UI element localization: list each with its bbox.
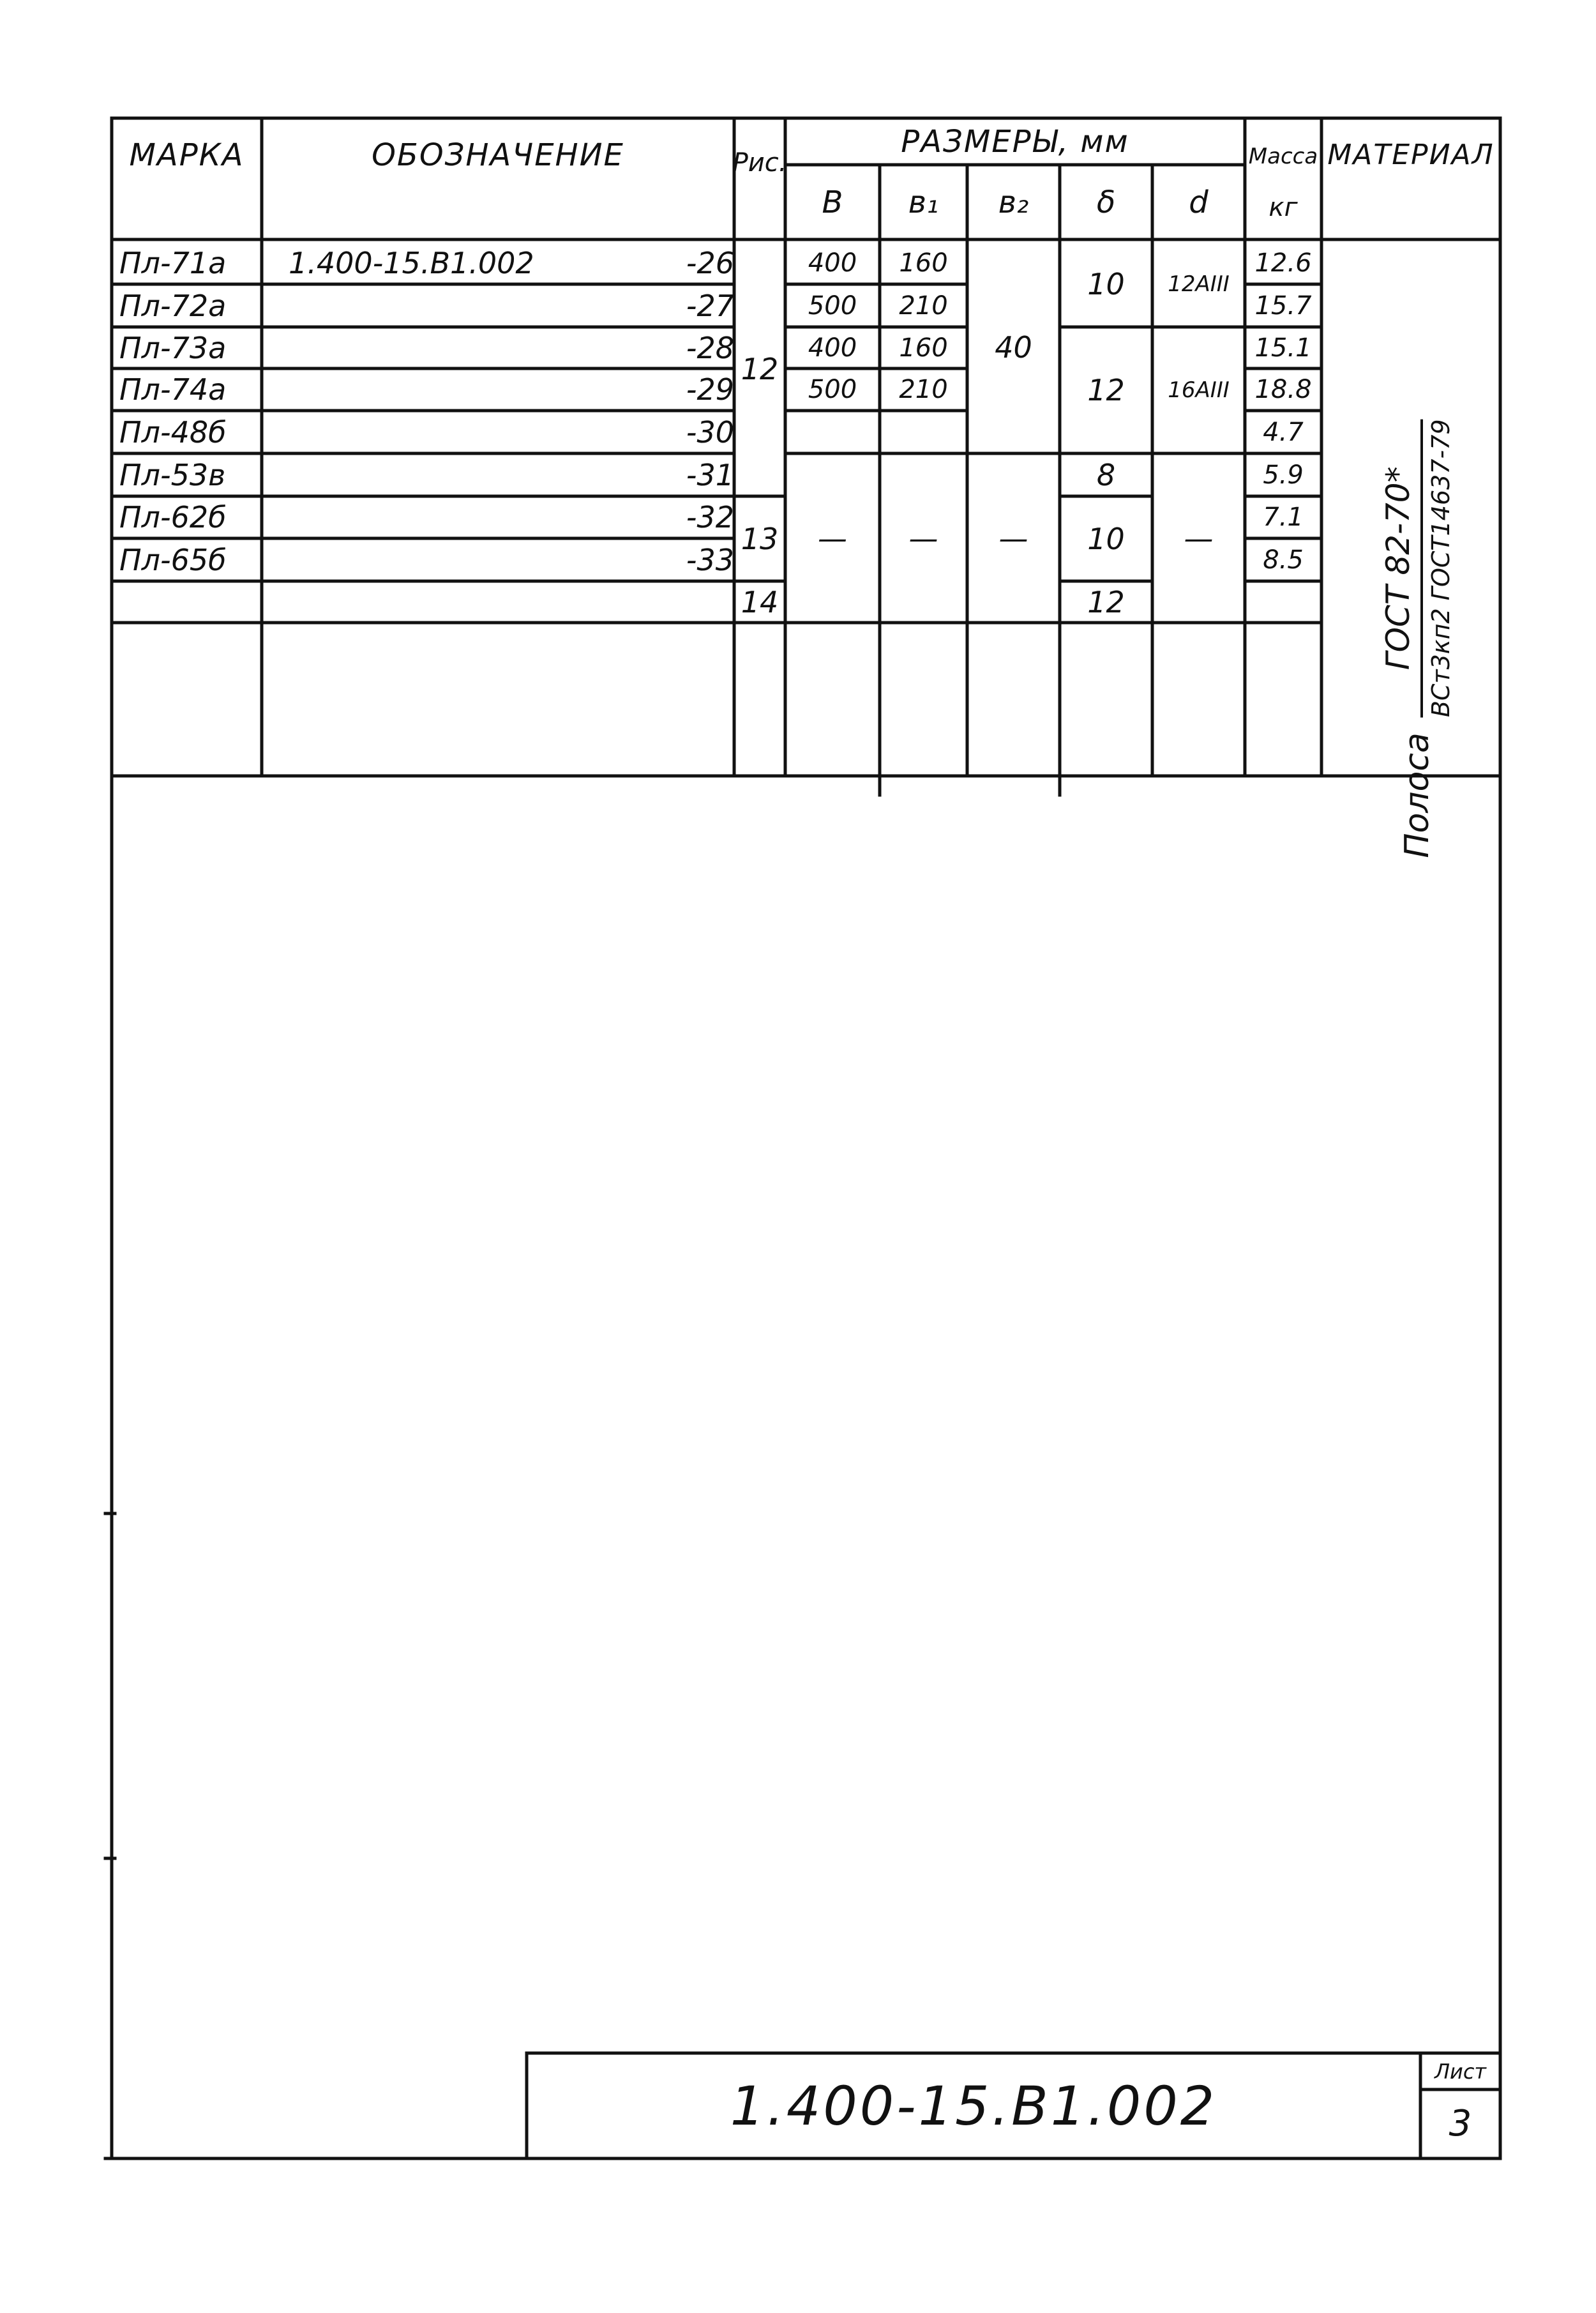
material-word: Полоса bbox=[1398, 732, 1436, 858]
row-3-suffix: -28 bbox=[686, 330, 734, 365]
row-2-suffix: -27 bbox=[686, 288, 734, 323]
row-6-suffix: -31 bbox=[686, 457, 734, 492]
row-1-marka: Пл-71а bbox=[119, 245, 227, 280]
header-massa: Масса bbox=[1248, 144, 1318, 169]
dash-b2: — bbox=[998, 520, 1028, 556]
row-5-marka: Пл-48б bbox=[119, 414, 227, 450]
ris-13-label: 13 bbox=[741, 521, 779, 556]
row-2-mass: 15.7 bbox=[1254, 291, 1312, 321]
header-col-d: d bbox=[1189, 184, 1208, 220]
row-1-suffix: -26 bbox=[686, 245, 734, 280]
sheet-label: Лист bbox=[1434, 2059, 1487, 2084]
dash-d: — bbox=[1184, 520, 1214, 556]
row-3-mass: 15.1 bbox=[1254, 333, 1312, 363]
header-col-delta: δ bbox=[1096, 184, 1116, 220]
row-4-b: 500 bbox=[808, 375, 857, 404]
row-2-marka: Пл-72а bbox=[119, 288, 227, 323]
delta-8: 8 bbox=[1096, 457, 1116, 492]
row-1-mass: 12.6 bbox=[1254, 248, 1312, 278]
delta-10-b: 10 bbox=[1087, 521, 1125, 556]
row-2-b1: 210 bbox=[899, 291, 948, 321]
d-16aiii: 16АIII bbox=[1168, 377, 1230, 403]
row-4-b1: 210 bbox=[899, 375, 948, 404]
d-12aiii: 12АIII bbox=[1168, 271, 1230, 297]
row-5-suffix: -30 bbox=[686, 414, 734, 450]
header-oboznachenie: ОБОЗНАЧЕНИЕ bbox=[372, 137, 624, 173]
sheet-number: 3 bbox=[1449, 2103, 1472, 2144]
row-8-marka: Пл-65б bbox=[119, 542, 227, 577]
header-ris: Рис. bbox=[732, 148, 787, 178]
row-7-suffix: -32 bbox=[686, 500, 734, 535]
row-4-marka: Пл-74а bbox=[119, 372, 227, 407]
header-material: МАТЕРИАЛ bbox=[1327, 138, 1494, 171]
delta-12-a: 12 bbox=[1087, 373, 1125, 407]
material-fraction bbox=[1380, 419, 1455, 717]
header-razmery: РАЗМЕРЫ, мм bbox=[901, 123, 1129, 160]
stamp-code: 1.400-15.В1.002 bbox=[730, 2074, 1217, 2137]
row-4-mass: 18.8 bbox=[1254, 375, 1312, 404]
row-1-code: 1.400-15.В1.002 bbox=[289, 245, 534, 280]
dash-b1: — bbox=[908, 520, 938, 556]
row-3-b1: 160 bbox=[899, 333, 948, 363]
row-2-b: 500 bbox=[808, 291, 857, 321]
row-6-mass: 5.9 bbox=[1263, 460, 1304, 490]
row-7-marka: Пл-62б bbox=[119, 500, 227, 535]
material-gost-top: ГОСТ 82-70* bbox=[1380, 466, 1417, 671]
row-3-marka: Пл-73а bbox=[119, 330, 227, 365]
ris-12: 12 bbox=[741, 351, 779, 386]
row-1-b1: 160 bbox=[899, 248, 948, 278]
row-6-marka: Пл-53в bbox=[119, 457, 226, 492]
row-7-mass: 7.1 bbox=[1263, 503, 1304, 532]
header-col-b: В bbox=[822, 184, 843, 220]
row-5-mass: 4.7 bbox=[1263, 417, 1304, 447]
header-massa-unit: кг bbox=[1269, 193, 1298, 222]
header-col-b2: в₂ bbox=[998, 184, 1029, 220]
header-col-b1: в₁ bbox=[908, 184, 939, 220]
material-gost-bottom: ВСт3кп2 ГОСТ14637-79 bbox=[1427, 419, 1455, 718]
dash-b: — bbox=[818, 520, 847, 556]
row-8-mass: 8.5 bbox=[1263, 545, 1304, 575]
ris-14: 14 bbox=[741, 584, 779, 619]
row-1-b: 400 bbox=[808, 248, 857, 278]
delta-10-a: 10 bbox=[1087, 267, 1125, 301]
row-3-b: 400 bbox=[808, 333, 857, 363]
delta-12-b: 12 bbox=[1087, 584, 1125, 619]
header-marka: МАРКА bbox=[129, 137, 245, 173]
row-8-suffix: -33 bbox=[686, 542, 734, 577]
b2-40: 40 bbox=[995, 330, 1032, 365]
row-4-suffix: -29 bbox=[686, 372, 734, 407]
